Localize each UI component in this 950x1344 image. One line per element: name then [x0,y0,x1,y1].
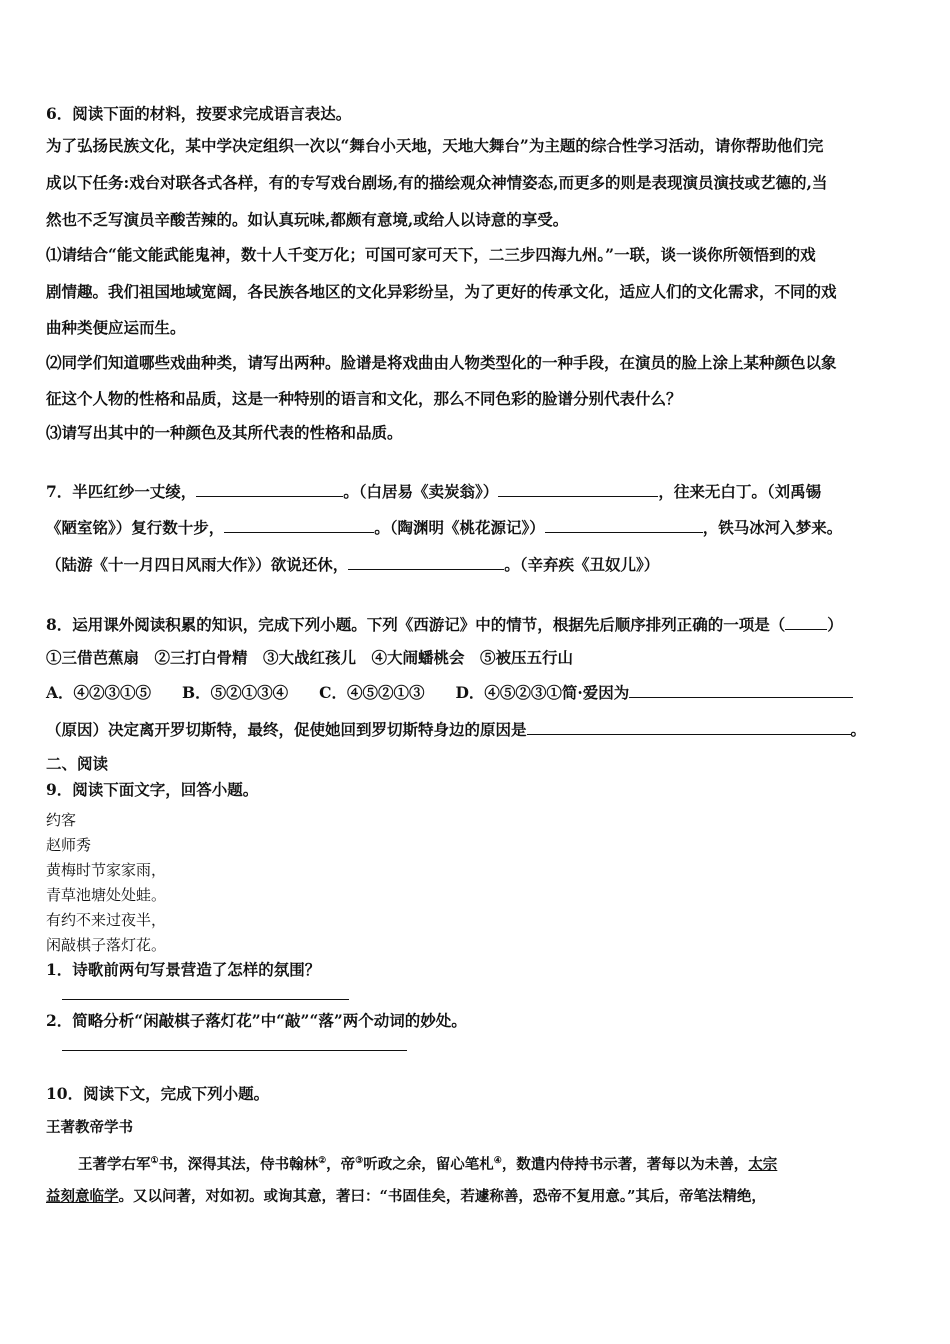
poem-title: 约客 [46,811,77,829]
passage-text: 书，深得其法，侍书翰林 [158,1155,319,1173]
q7-text: 。（陶渊明《桃花源记》） [374,518,545,537]
answer-blank[interactable] [348,554,504,570]
q8-options-list: ①三借芭蕉扇 ②三打白骨精 ③大战红孩儿 ④大闹蟠桃会 ⑤被压五行山 [46,648,574,667]
q6-subquestion-1-line: ⑴请结合“能文能武能鬼神，数十人千变万化；可国可家可天下，二三步四海九州。”一联，谈一谈你所领悟到的戏 [46,245,816,264]
passage-text: ，数遣内侍持书示著，著每以为未善， [501,1155,749,1173]
q8-text: （原因）决定离开罗切斯特，最终，促使她回到罗切斯特身边的原因是 [46,720,527,739]
q6-paragraph-line: 为了弘扬民族文化，某中学决定组织一次以“舞台小天地，天地大舞台”为主题的综合性学习活动，请你帮助他们完 [46,136,824,155]
q6-subquestion-3: ⑶请写出其中的一种颜色及其所代表的性格和品质。 [46,423,403,442]
q9-subquestion-2: 2．简略分析“闲敲棋子落灯花”中“敲”“落”两个动词的妙处。 [46,1011,467,1030]
answer-blank[interactable] [224,517,374,533]
answer-line[interactable] [62,999,349,1000]
q6-paragraph-line: 然也不乏写演员辛酸苦辣的。如认真玩味,都颇有意境,或给人以诗意的享受。 [46,210,569,229]
q6-header: 6．阅读下面的材料，按要求完成语言表达。 [46,104,352,123]
q6-subquestion-1-line: 剧情趣。我们祖国地域宽阔，各民族各地区的文化异彩纷呈，为了更好的传承文化，适应人们的文化需求，不同的戏 [46,282,837,301]
passage-text: 听政之余，留心笔札 [363,1155,494,1173]
q7-text: ，往来无白丁。（刘禹锡 [658,482,822,501]
footnote-marker: ④ [493,1156,502,1166]
answer-blank[interactable] [527,719,851,735]
answer-blank[interactable] [196,481,343,497]
passage-text: 王著学右军 [78,1155,151,1173]
passage-text: 。又以问著，对如初。或询其意，著曰：“书固佳矣，若遽称善，恐帝不复用意。”其后，帝笔法精绝， [118,1188,766,1205]
poem-author: 赵师秀 [46,836,92,854]
q8-line-1 [46,614,843,635]
answer-blank[interactable] [498,481,658,497]
passage-text: ，帝 [326,1155,356,1173]
q6-paragraph-line: 成以下任务:戏台对联各式各样，有的专写戏台剧场,有的描绘观众神情姿态,而更多的则是表现演员演技或艺德的,当 [46,173,828,192]
q8-text: ） [827,615,843,634]
q6-subquestion-1-line: 曲种类便应运而生。 [46,318,186,337]
footnote-marker: ② [318,1156,327,1166]
passage-line-2 [46,1187,766,1207]
q7-text: 7．半匹红纱一丈绫， [46,482,197,501]
q7-line-3 [46,554,659,575]
q7-line-2 [46,517,842,538]
underlined-sentence: 太宗 [748,1155,778,1173]
poem-line: 有约不来过夜半， [46,911,167,929]
q7-text: 。（辛弃疾《丑奴儿》） [504,555,660,574]
footnote-marker: ③ [355,1156,364,1166]
q6-subquestion-2-line: 征这个人物的性格和品质，这是一种特别的语言和文化，那么不同色彩的脸谱分别代表什么？ [46,389,682,408]
q7-text: （陆游《十一月四日风雨大作》）欲说还休， [46,555,349,574]
poem-line: 青草池塘处处蛙。 [46,886,167,904]
passage-line-1 [78,1151,777,1175]
underlined-sentence: 益刻意临学 [46,1188,119,1205]
q8-text: 8．运用课外阅读积累的知识，完成下列小题。下列《西游记》中的情节，根据先后顺序排列正确的一项是（ [46,615,786,634]
q9-header: 9．阅读下面文字，回答小题。 [46,780,259,799]
q8-text: A．④②③①⑤ B．⑤②①③④ C．④⑤②①③ D．④⑤②③①简·爱因为 [46,683,630,702]
poem-line: 闲敲棋子落灯花。 [46,936,167,954]
answer-blank[interactable] [545,517,703,533]
answer-blank[interactable] [629,682,853,698]
answer-blank[interactable] [785,614,827,630]
q7-text: 。（白居易《卖炭翁》） [343,482,499,501]
q7-text: 《陋室铭》）复行数十步， [46,518,225,537]
answer-line[interactable] [62,1050,407,1051]
poem-line: 黄梅时节家家雨， [46,861,167,879]
footnote-marker: ① [150,1156,159,1166]
section-heading: 二、阅读 [46,754,109,773]
q7-line-1 [46,481,821,502]
q7-text: ，铁马冰河入梦来。 [702,518,843,537]
q10-header: 10．阅读下文，完成下列小题。 [46,1084,270,1103]
passage-title: 王著教帝学书 [46,1119,133,1136]
q8-text: 。 [850,720,867,739]
q6-subquestion-2-line: ⑵同学们知道哪些戏曲种类，请写出两种。脸谱是将戏曲由人物类型化的一种手段，在演员的脸上涂上某种颜色以象 [46,353,837,372]
q9-subquestion-1: 1．诗歌前两句写景营造了怎样的氛围？ [46,960,321,979]
q8-choices-line [46,682,853,703]
q8-line-4 [46,719,866,740]
